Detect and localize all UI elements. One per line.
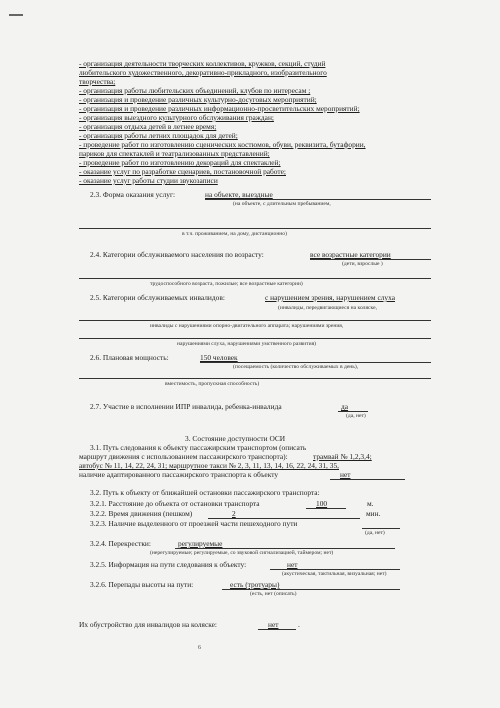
paragraph-line: 3.2. Путь к объекту от ближайшей остановки пассажирского транспорта: [90, 488, 320, 497]
field-hint: (инвалиды, передвигающиеся на коляске, [278, 305, 377, 311]
distance-unit: м. [367, 499, 374, 508]
transport-route-value: трамвай № 1,2,3,4; [313, 452, 372, 461]
field-underline [310, 259, 431, 260]
transport-route-value: автобус № 11, 14, 22, 24, 31; маршрутное такси № 2, 3, 11, 13, 14, 16, 22, 24, 31, 35, [79, 461, 339, 470]
field-hint: (есть, нет (описать) [250, 591, 297, 597]
list-item: - оказание услуг по разработке сценариев, постановочной работе; [79, 167, 286, 176]
field-underline [79, 228, 431, 229]
wheelchair-label: Их обустройство для инвалидов на коляске: [79, 620, 217, 629]
crossings-value: регулируемые [178, 539, 223, 548]
field-hint: (да, нет) [346, 413, 366, 419]
list-item: - организация работы летних площадок для детей; [79, 131, 238, 140]
list-item: - проведение работ по изготовлению декораций для спектаклей; [79, 158, 281, 167]
field-underline [306, 508, 346, 509]
walk-time-unit: мин. [366, 509, 381, 518]
list-item: - организация деятельности творческих коллективов, кружков, секций, студий [79, 59, 326, 68]
list-item: - организация и проведение различных культурно-досуговых мероприятий; [79, 95, 317, 104]
field-underline [338, 411, 368, 412]
list-item: - организация работы любительских объединений, клубов по интересам ; [79, 86, 311, 95]
section-2-5-label: 2.5. Категории обслуживаемых инвалидов: [90, 293, 225, 302]
route-info-value: нет [287, 560, 298, 569]
field-underline [175, 548, 395, 549]
field-underline [222, 589, 400, 590]
section-2-3-label: 2.3. Форма оказания услуг: [90, 190, 176, 199]
field-hint: инвалиды с нарушениями опорно-двигательного аппарата; нарушениями зрения, [150, 323, 344, 329]
capacity-value: 150 человек [200, 353, 238, 362]
list-item: любительского художественного, декоративно-прикладного, изобразительного [79, 68, 327, 77]
height-drops-value: есть (тротуары) [230, 580, 280, 589]
field-underline [79, 278, 431, 279]
field-hint: в т.ч. проживанием, на дому, дистанционно) [182, 231, 287, 237]
field-underline [79, 338, 431, 339]
field-hint: (на объекте, с длительным пребыванием, [233, 201, 331, 207]
field-hint: (посещаемость (количество обслуживаемых в день), [233, 364, 359, 370]
field-underline [79, 378, 431, 379]
field-underline [200, 362, 431, 363]
walk-time-value: 2 [232, 509, 236, 518]
field-hint: (акустическая, тактильная, визуальная; нет) [282, 571, 387, 577]
paragraph-line: маршрут движения с использованием пассажирского транспорта): [79, 452, 288, 461]
paragraph-line: наличие адаптированного пассажирского транспорта к объекту [79, 470, 279, 479]
distance-label: 3.2.1. Расстояние до объекта от остановки транспорта [90, 499, 260, 508]
list-item: париков для спектаклей и театрализованных представлений; [79, 149, 270, 158]
list-item: - оказание услуг работы студии звукозаписи [79, 176, 218, 185]
field-hint: трудоспособного возраста, пожилые; все возрастные категории) [150, 281, 303, 287]
distance-value: 100 [316, 499, 328, 508]
section-2-4-label: 2.4. Категории обслуживаемого населения по возрасту: [90, 250, 264, 259]
field-underline [258, 629, 296, 630]
section-2-6-label: 2.6. Плановая мощность: [90, 353, 169, 362]
disability-category-value: с нарушением зрения, нарушением слуха [265, 293, 395, 302]
binding-mark [9, 14, 23, 16]
service-form-value: на объекте, выездные [205, 190, 273, 199]
route-info-label: 3.2.5. Информация на пути следования к объекту: [90, 560, 247, 569]
age-category-value: все возрастные категории [310, 250, 391, 259]
page-number: 6 [198, 645, 201, 651]
field-hint: (нерегулируемые; регулируемые, со звуковой сигнализацией, таймером; нет) [150, 550, 334, 556]
wheelchair-value: нет [268, 620, 279, 629]
list-item: - организация отдыха детей в летнее время; [79, 122, 217, 131]
list-item: - проведение работ по изготовлению сценических костюмов, обуви, реквизита, бутафории, [79, 140, 366, 149]
paragraph-line: 3.1. Путь следования к объекту пассажирским транспортом (описать [90, 443, 307, 452]
crossings-label: 3.2.4. Перекрестки: [90, 539, 151, 548]
adapted-transport-value: нет [340, 470, 351, 479]
pedestrian-path-label: 3.2.3. Наличие выделенного от проезжей части пешеходного пути [90, 519, 298, 528]
field-underline [362, 528, 400, 529]
list-item: творчества; [79, 77, 116, 86]
list-item: - организация выездного культурного обслуживания граждан; [79, 113, 274, 122]
field-underline [79, 320, 431, 321]
field-hint: (да, нет) [365, 530, 385, 536]
ipr-participation-value: да [341, 402, 349, 411]
list-item: - организация и проведение различных информационно-просветительских мероприятий; [79, 104, 360, 113]
height-drops-label: 3.2.6. Перепады высоты на пути: [90, 580, 194, 589]
walk-time-label: 3.2.2. Время движения (пешком) [90, 509, 193, 518]
section-3-heading: 3. Состояние доступности ОСИ [185, 434, 286, 443]
field-hint: нарушениями слуха, нарушениями умственного развития) [177, 341, 317, 347]
wheelchair-end: . [298, 620, 300, 629]
field-hint: (дети, взрослые ) [342, 261, 383, 267]
field-hint: вместимость, пропускная способность) [165, 381, 260, 387]
field-underline [205, 199, 431, 200]
section-2-7-label: 2.7. Участие в исполнении ИПР инвалида, ребенка-инвалида [90, 402, 282, 411]
field-underline [330, 479, 405, 480]
field-underline [270, 569, 400, 570]
